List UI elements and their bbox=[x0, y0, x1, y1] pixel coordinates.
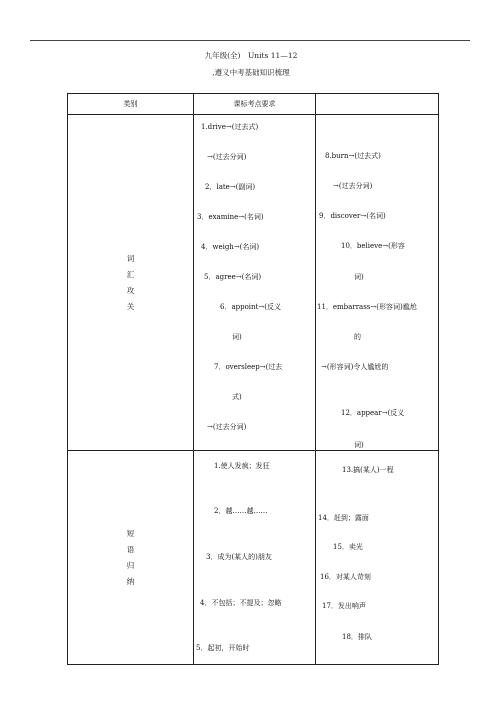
vocab-item: 式) bbox=[232, 393, 242, 401]
vocab-item: 6．appoint→(反义 bbox=[220, 303, 281, 311]
vocab-item: 9．discover→(名词) bbox=[319, 212, 386, 220]
vocab-item: 5．agree→(名词) bbox=[204, 273, 262, 281]
category-char: 词 bbox=[126, 253, 135, 263]
category-phrases bbox=[68, 451, 194, 665]
phrase-item: 14．赶到；露面 bbox=[318, 514, 369, 522]
knowledge-table bbox=[67, 93, 439, 665]
top-rule bbox=[30, 40, 470, 41]
vocab-item: 词) bbox=[232, 333, 242, 341]
table-row-vocab bbox=[68, 115, 439, 451]
vocab-item: 11．embarrass→(形容词)尴尬 bbox=[317, 303, 417, 311]
vocab-item: 3．examine→(名词) bbox=[197, 213, 264, 221]
vocab-item: 7．oversleep→(过去 bbox=[214, 363, 283, 371]
vocab-item: 的 bbox=[354, 333, 361, 341]
vocab-item: 4．weigh→(名词) bbox=[201, 243, 260, 251]
table-header-row bbox=[68, 94, 439, 115]
phrase-item: 4．不包括；不提及；忽略 bbox=[200, 599, 282, 607]
phrase-item: 18．排队 bbox=[342, 633, 372, 641]
phrase-item: 5．起初，开始时 bbox=[196, 644, 250, 652]
vocab-item: →(过去分词) bbox=[207, 423, 247, 431]
vocab-item: 词) bbox=[354, 441, 364, 449]
header-category: 类别 bbox=[68, 94, 194, 115]
vocab-item: 8.burn→(过去式) bbox=[325, 152, 381, 160]
vocab-right-cell bbox=[316, 115, 439, 451]
vocab-item: 词) bbox=[354, 273, 364, 281]
vocab-item: →(形容词)令人尴尬的 bbox=[321, 363, 389, 371]
category-char: 纳 bbox=[126, 576, 135, 586]
category-char: 语 bbox=[126, 544, 135, 554]
phrases-mid-cell bbox=[194, 451, 316, 665]
header-requirements: 课标考点要求 bbox=[194, 94, 316, 115]
category-char: 短 bbox=[126, 528, 135, 538]
page-title: 九年级(全) Units 11—12 bbox=[204, 51, 298, 60]
category-vocab bbox=[68, 115, 194, 451]
phrase-item: 3．成为(某人的)朋友 bbox=[206, 553, 272, 561]
category-char: 归 bbox=[126, 560, 135, 570]
category-char: 关 bbox=[126, 301, 135, 311]
phrase-item: 16．对某人苛刻 bbox=[320, 573, 371, 581]
vocab-item: 12．appear→(反义 bbox=[341, 409, 405, 417]
phrases-right-cell bbox=[316, 451, 439, 665]
category-char: 汇 bbox=[126, 269, 135, 279]
phrase-item: 13.搞(某人)一程 bbox=[342, 466, 394, 474]
vocab-item: →(过去分词) bbox=[207, 153, 247, 161]
page-subtitle: ,遵义中考基础知识梳理 bbox=[212, 68, 290, 77]
phrase-item: 2．越……越…… bbox=[214, 507, 268, 515]
header-blank bbox=[316, 94, 439, 115]
vocab-mid-cell bbox=[194, 115, 316, 451]
vocab-item: 2．late→(副词) bbox=[205, 183, 256, 191]
phrase-item: 15．卖光 bbox=[333, 543, 363, 551]
phrase-item: 17．发出响声 bbox=[322, 602, 366, 610]
vocab-item: →(过去分词) bbox=[333, 182, 373, 190]
vocab-item: 10．believe→(形容 bbox=[341, 242, 405, 250]
phrase-item: 1.使人发疯；发狂 bbox=[214, 462, 270, 470]
category-char: 攻 bbox=[126, 285, 135, 295]
table-row-phrases bbox=[68, 451, 439, 665]
vocab-item: 1.drive→(过去式) bbox=[201, 123, 259, 131]
